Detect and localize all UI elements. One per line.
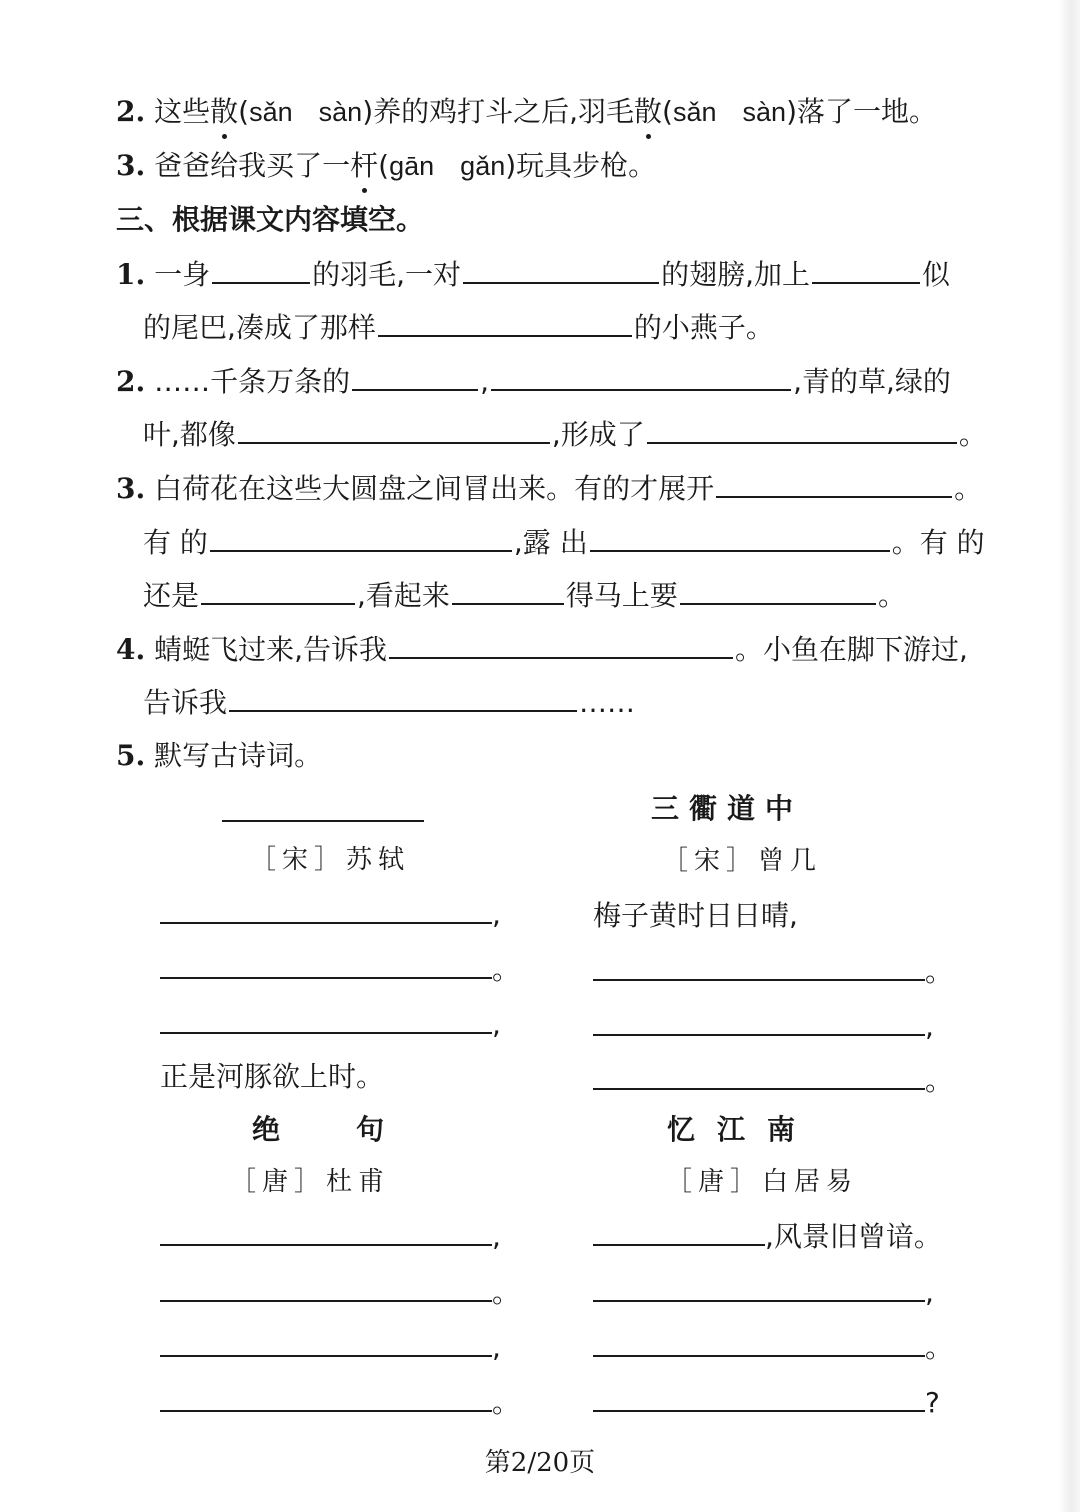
poem-2-line: 。 bbox=[593, 952, 953, 992]
pinyin-option[interactable]: sàn bbox=[742, 97, 787, 127]
dotted-char: 散 bbox=[634, 92, 662, 132]
poem-3-line: , bbox=[160, 1217, 501, 1257]
answer-blank[interactable] bbox=[352, 361, 478, 391]
question-3-2-line2: 叶,都像 ,形成了 。 bbox=[143, 414, 987, 454]
answer-blank[interactable] bbox=[593, 1329, 925, 1357]
poem-2-author: ［宋］曾几 bbox=[661, 846, 822, 876]
answer-blank[interactable] bbox=[160, 1274, 492, 1302]
answer-blank[interactable] bbox=[593, 1218, 765, 1246]
pinyin-option[interactable]: gǎn bbox=[460, 151, 506, 181]
question-3-1-line2: 的尾巴,凑成了那样 的小燕子。 bbox=[143, 307, 774, 347]
question-3-3-line3: 还是 ,看起来 得马上要 。 bbox=[143, 575, 906, 615]
answer-blank[interactable] bbox=[452, 575, 564, 605]
answer-blank[interactable] bbox=[389, 629, 733, 659]
question-3-1-line1: 1. 一身 的羽毛,一对 的翅膀,加上 似 bbox=[116, 254, 950, 294]
answer-blank[interactable] bbox=[716, 468, 952, 498]
answer-blank[interactable] bbox=[647, 414, 957, 444]
answer-blank[interactable] bbox=[590, 522, 890, 552]
poem-3-author: ［唐］杜甫 bbox=[229, 1167, 390, 1197]
answer-blank[interactable] bbox=[160, 1218, 492, 1246]
question-2-3: 3. 爸爸给我买了一杆(gān gǎn)玩具步枪。 bbox=[116, 146, 656, 186]
poem-1-line: , bbox=[160, 1005, 501, 1045]
answer-blank[interactable] bbox=[812, 254, 920, 284]
question-3-2-line1: 2. ……千条万条的 , ,青的草,绿的 bbox=[116, 361, 951, 401]
answer-blank[interactable] bbox=[593, 953, 925, 981]
question-3-5: 5. 默写古诗词。 bbox=[116, 739, 323, 772]
poem-2-title: 三衢道中 bbox=[650, 792, 803, 825]
poem-2-first-line: 梅子黄时日日晴, bbox=[593, 899, 798, 932]
answer-blank[interactable] bbox=[160, 896, 492, 924]
poem-3-title: 绝 句 bbox=[251, 1113, 408, 1146]
poem-4-line: ? bbox=[593, 1383, 940, 1423]
answer-blank[interactable] bbox=[378, 307, 632, 337]
question-3-3-line2: 有 的 ,露 出 。有 的 bbox=[143, 522, 985, 562]
poem-3-line: , bbox=[160, 1328, 501, 1368]
answer-blank[interactable] bbox=[680, 575, 876, 605]
poem-3-line: 。 bbox=[160, 1273, 520, 1313]
question-3-3-line1: 3. 白荷花在这些大圆盘之间冒出来。有的才展开 。 bbox=[116, 468, 982, 508]
pinyin-option[interactable]: gān bbox=[389, 151, 435, 181]
answer-blank[interactable] bbox=[160, 1329, 492, 1357]
poem-4-first-line: ,风景旧曾谙。 bbox=[593, 1217, 942, 1257]
answer-blank[interactable] bbox=[210, 522, 512, 552]
answer-blank[interactable] bbox=[201, 575, 355, 605]
answer-blank[interactable] bbox=[593, 1062, 925, 1090]
poem-1-line: , bbox=[160, 895, 501, 935]
answer-blank[interactable] bbox=[593, 1274, 925, 1302]
poem-1-line: 。 bbox=[160, 950, 520, 990]
poem-title-blank[interactable] bbox=[222, 818, 424, 822]
pinyin-option[interactable]: sǎn bbox=[249, 97, 293, 127]
answer-blank[interactable] bbox=[229, 682, 577, 712]
page-number: 第2/20页 bbox=[484, 1448, 596, 1478]
poem-1-author: ［宋］苏轼 bbox=[249, 845, 410, 875]
section-3-heading: 三、根据课文内容填空。 bbox=[116, 203, 425, 236]
question-2-2: 2. 这些散(sǎn sàn)养的鸡打斗之后,羽毛散(sǎn sàn)落了一地。 bbox=[116, 92, 937, 132]
poem-4-author: ［唐］白居易 bbox=[665, 1167, 858, 1197]
dotted-char: 散 bbox=[210, 92, 238, 132]
poem-3-line: 。 bbox=[160, 1383, 520, 1423]
pinyin-option[interactable]: sǎn bbox=[672, 97, 717, 127]
page-edge-shadow bbox=[1058, 0, 1080, 1512]
poem-4-title: 忆江南 bbox=[666, 1113, 817, 1146]
answer-blank[interactable] bbox=[160, 1384, 492, 1412]
poem-2-line: 。 bbox=[593, 1061, 953, 1101]
answer-blank[interactable] bbox=[160, 1006, 492, 1034]
answer-blank[interactable] bbox=[212, 254, 310, 284]
pinyin-option[interactable]: sàn bbox=[318, 97, 363, 127]
poem-1-last-line: 正是河豚欲上时。 bbox=[160, 1060, 385, 1093]
dotted-char: 杆 bbox=[350, 146, 378, 186]
answer-blank[interactable] bbox=[463, 254, 659, 284]
poem-4-line: , bbox=[593, 1273, 934, 1313]
question-3-4-line1: 4. 蜻蜓飞过来,告诉我 。小鱼在脚下游过, bbox=[116, 629, 968, 669]
answer-blank[interactable] bbox=[491, 361, 791, 391]
poem-4-line: 。 bbox=[593, 1328, 953, 1368]
question-3-4-line2: 告诉我 …… bbox=[143, 682, 635, 722]
answer-blank[interactable] bbox=[593, 1384, 925, 1412]
poem-2-line: , bbox=[593, 1007, 934, 1047]
answer-blank[interactable] bbox=[160, 951, 492, 979]
answer-blank[interactable] bbox=[593, 1008, 925, 1036]
answer-blank[interactable] bbox=[238, 414, 550, 444]
